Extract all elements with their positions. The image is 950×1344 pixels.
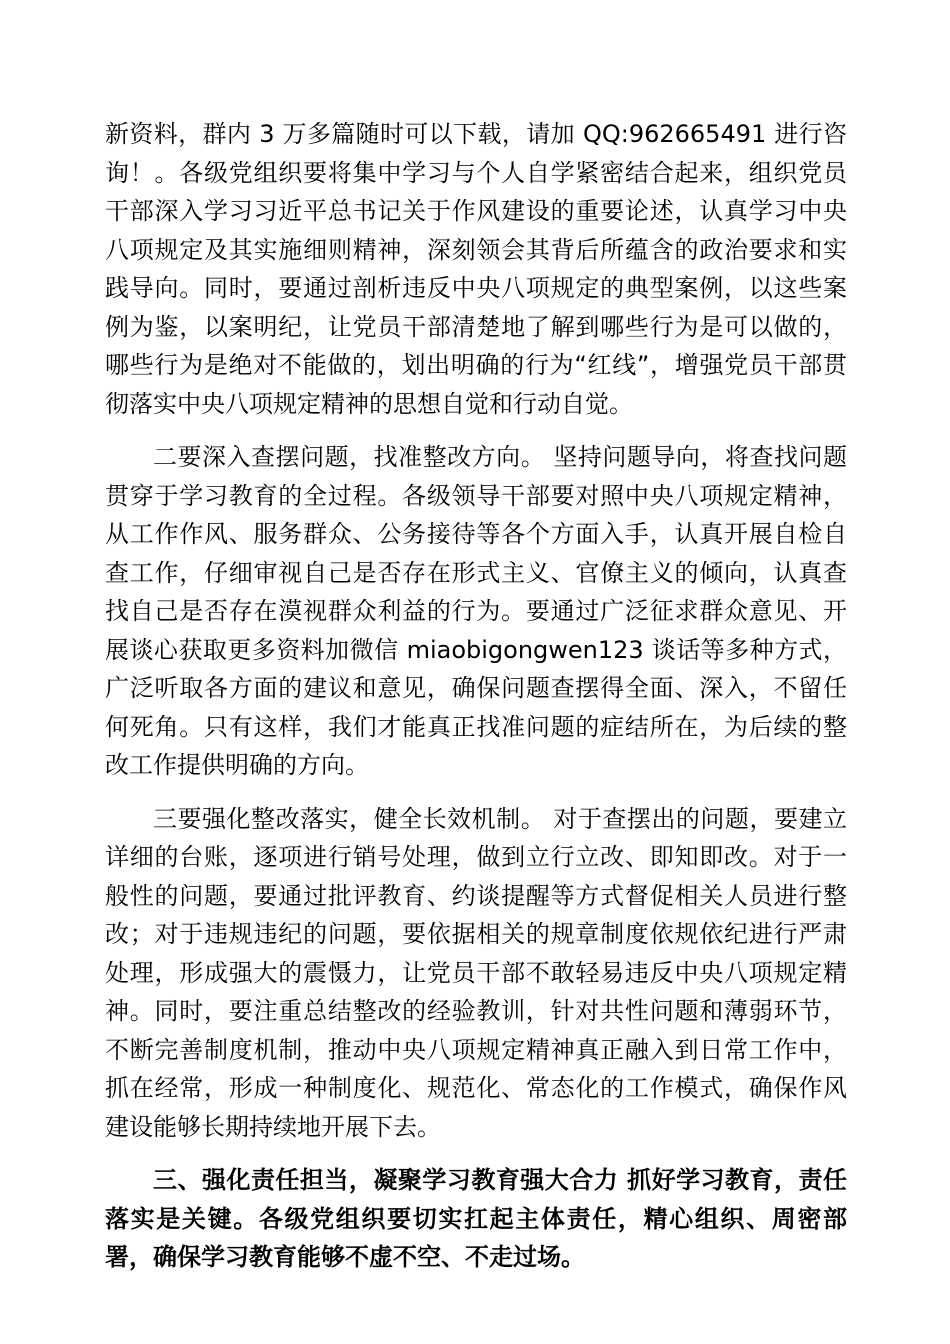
paragraph-find-problems: 二要深入查摆问题，找准整改方向。 坚持问题导向，将查找问题贯穿于学习教育的全过程。各级领导干部要对照中央八项规定精神，从工作作风、服务群众、公务接待等各个方面入手，认真开展自检自查工作，仔细审视自己是否存在形式主义、官僚主义的倾向，认真查找自己是否存在漠视群众利益的行为。要通过广泛征求群众意见、开展谈心获取更多资料加微信 miaobigongwen123 谈话等多种方式，广泛听取各方面的建议和意见，确保问题查摆得全面、深入，不留任何死角。只有这样，我们才能真正找准问题的症结所在，为后续的整改工作提供明确的方向。 [105, 443, 847, 779]
section-heading-responsibility: 三、强化责任担当，凝聚学习教育强大合力 抓好学习教育，责任落实是关键。各级党组织要切实扛起主体责任，精心组织、周密部署，确保学习教育能够不虚不空、不走过场。 [105, 1166, 847, 1271]
paragraph-study-continuation: 新资料，群内 3 万多篇随时可以下载，请加 QQ:962665491 进行咨询！。各级党组织要将集中学习与个人自学紧密结合起来，组织党员干部深入学习习近平总书记关于作风建设的重要论述，认真学习中央八项规定及其实施细则精神，深刻领会其背后所蕴含的政治要求和实践导向。同时，要通过剖析违反中央八项规定的典型案例，以这些案例为鉴，以案明纪，让党员干部清楚地了解到哪些行为是可以做的，哪些行为是绝对不能做的，划出明确的行为“红线”，增强党员干部贯彻落实中央八项规定精神的思想自觉和行动自觉。 [105, 120, 847, 418]
paragraph-rectification: 三要强化整改落实，健全长效机制。 对于查摆出的问题，要建立详细的台账，逐项进行销号处理，做到立行立改、即知即改。对于一般性的问题，要通过批评教育、约谈提醒等方式督促相关人员进行整改；对于违规违纪的问题，要依据相关的规章制度依规依纪进行严肃处理，形成强大的震慑力，让党员干部不敢轻易违反中央八项规定精神。同时，要注重总结整改的经验教训，针对共性问题和薄弱环节，不断完善制度机制，推动中央八项规定精神真正融入到日常工作中，抓在经常，形成一种制度化、规范化、常态化的工作模式，确保作风建设能够长期持续地开展下去。 [105, 804, 847, 1141]
document-page [105, 115, 847, 1292]
